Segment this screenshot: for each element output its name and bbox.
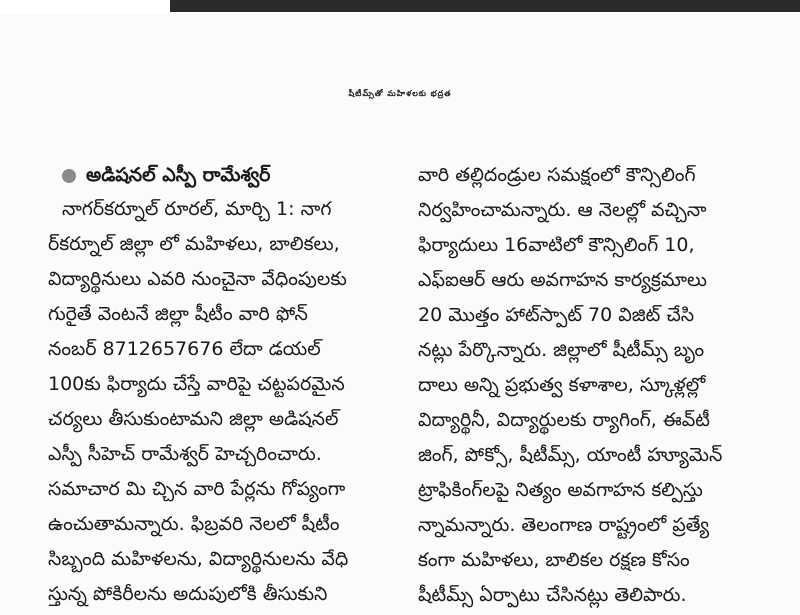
right-column-line: ఎఫ్ఐఆర్ ఆరు అవగాహన కార్యక్రమాలు	[418, 269, 707, 291]
right-column-line: కంగా మహిళలు, బాలికల రక్షణ కోసం	[418, 549, 690, 571]
right-column-line: న్నామన్నారు. తెలంగాణ రాష్ట్రంలో ప్రత్యే	[418, 514, 710, 536]
left-column-line: ఉంచుతామన్నారు. ఫిబ్రవరి నెలలో షీటీం	[48, 513, 340, 535]
byline-text: అడిషనల్ ఎస్పీ రామేశ్వర్	[86, 164, 271, 186]
bullet-dot-icon	[62, 169, 76, 183]
right-column-line: నిర్వహించామన్నారు. ఆ నెలల్లో వచ్చినా	[418, 199, 707, 221]
left-column	[48, 192, 393, 612]
top-bar	[0, 0, 800, 14]
right-column-line: ట్రాఫికింగ్‌లపై నిత్యం అవగాహన కల్పిస్తు	[418, 479, 703, 501]
right-column-line: వారి తల్లిదండ్రుల సమక్షంలో కౌన్సిలింగ్	[418, 164, 696, 186]
left-column-line: చర్యలు తీసుకుంటామని జిల్లా అడిషనల్	[48, 408, 339, 430]
right-column-line: ఫిర్యాదులు 16వాటిలో కౌన్సిలింగ్ 10,	[418, 234, 695, 256]
right-column-line: 20 మొత్తం హాట్‌స్పాట్ 70 విజిట్ చేసి	[418, 304, 695, 326]
left-column-line: ర్‌కర్నూల్ జిల్లా లో మహిళలు, బాలికలు,	[48, 233, 340, 255]
right-column-line: నట్లు పేర్కొన్నారు. జిల్లాలో షీటీమ్స్ బృం	[418, 339, 705, 361]
top-bar-dark-strip	[170, 0, 800, 12]
left-column-line: స్తున్న పోకిరీలను అదుపులోకి తీసుకుని	[48, 583, 328, 605]
left-column-line: నంబర్ 8712657676 లేదా డయల్	[48, 338, 321, 360]
left-column-line: విద్యార్థినులు ఎవరి నుంచైనా వేధింపులకు	[48, 268, 347, 290]
right-column-line: షీటీమ్స్ ఏర్పాటు చేసినట్లు తెలిపారు.	[418, 584, 687, 606]
left-column-line: 100కు ఫిర్యాదు చేస్తే వారిపై చట్టపరమైన	[48, 373, 345, 395]
right-column-line: విద్యార్థినీ, విద్యార్థులకు ర్యాగింగ్, ఈవ్‌టీ	[418, 409, 710, 431]
headline: షీటీమ్స్‌తో మహిళలకు భద్రత	[348, 89, 452, 98]
left-column-line: సమాచార మి చ్చిన వారి పేర్లను గోప్యంగా	[48, 478, 346, 500]
left-column-line: సిబ్బంది మహిళలను, విద్యార్థినులను వేధి	[48, 548, 349, 570]
left-column-line: గురైతే వెంటనే జిల్లా షీటీం వారి ఫోన్	[48, 303, 308, 325]
left-column-line: నాగర్‌కర్నూల్ రూరల్, మార్చి 1: నాగ	[62, 198, 332, 220]
left-column-line: ఎస్పీ సీహెచ్ రామేశ్వర్ హెచ్చరించారు.	[48, 443, 322, 465]
right-column-line: జింగ్, పోక్సో, షీటీమ్స్, యాంటీ హ్యూమెన్	[418, 444, 723, 466]
byline	[62, 158, 270, 192]
right-column-line: దాలు అన్ని ప్రభుత్వ కళాశాల, స్కూళ్లల్లో	[418, 374, 706, 396]
right-column	[418, 158, 790, 613]
